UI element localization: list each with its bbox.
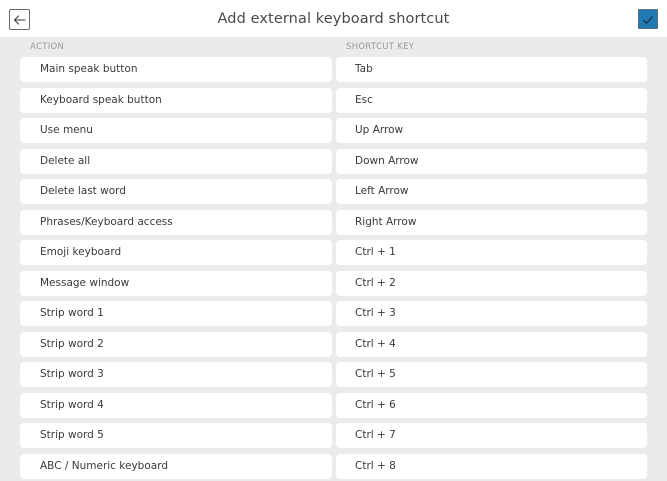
back-button[interactable]: [9, 9, 30, 30]
table-row: [0, 179, 667, 204]
shortcut-key-cell[interactable]: Ctrl + 5: [336, 362, 647, 387]
action-cell[interactable]: Delete last word: [20, 179, 332, 204]
table-row: [0, 118, 667, 143]
confirm-button[interactable]: [638, 9, 658, 29]
action-cell[interactable]: Strip word 2: [20, 332, 332, 357]
shortcut-key-cell[interactable]: Ctrl + 2: [336, 271, 647, 296]
shortcut-key-cell[interactable]: Ctrl + 4: [336, 332, 647, 357]
table-row: [0, 149, 667, 174]
column-header-shortcut-key: SHORTCUT KEY: [346, 42, 415, 52]
action-cell[interactable]: Strip word 3: [20, 362, 332, 387]
action-cell[interactable]: Delete all: [20, 149, 332, 174]
shortcut-key-cell[interactable]: Ctrl + 6: [336, 393, 647, 418]
action-cell[interactable]: Keyboard speak button: [20, 88, 332, 113]
page-title: Add external keyboard shortcut: [217, 11, 450, 27]
shortcut-key-cell[interactable]: Ctrl + 1: [336, 240, 647, 265]
action-cell[interactable]: Strip word 1: [20, 301, 332, 326]
action-cell[interactable]: Message window: [20, 271, 332, 296]
action-cell[interactable]: Strip word 5: [20, 423, 332, 448]
table-row: [0, 332, 667, 357]
arrow-left-icon: [13, 10, 26, 29]
table-row: [0, 88, 667, 113]
table-row: [0, 393, 667, 418]
shortcut-key-cell[interactable]: Right Arrow: [336, 210, 647, 235]
table-row: [0, 57, 667, 82]
table-row: [0, 423, 667, 448]
shortcut-key-cell[interactable]: Up Arrow: [336, 118, 647, 143]
shortcut-key-cell[interactable]: Ctrl + 8: [336, 454, 647, 479]
checkmark-icon: [642, 10, 654, 29]
shortcut-key-cell[interactable]: Esc: [336, 88, 647, 113]
shortcut-key-cell[interactable]: Left Arrow: [336, 179, 647, 204]
table-row: [0, 362, 667, 387]
action-cell[interactable]: Phrases/Keyboard access: [20, 210, 332, 235]
table-row: [0, 454, 667, 479]
table-row: [0, 301, 667, 326]
table-row: [0, 271, 667, 296]
table-row: [0, 240, 667, 265]
top-bar: [0, 0, 667, 37]
table-row: [0, 210, 667, 235]
shortcut-key-cell[interactable]: Down Arrow: [336, 149, 647, 174]
column-header-action: ACTION: [30, 42, 65, 52]
action-cell[interactable]: Main speak button: [20, 57, 332, 82]
shortcut-key-cell[interactable]: Ctrl + 3: [336, 301, 647, 326]
action-cell[interactable]: Use menu: [20, 118, 332, 143]
shortcut-key-cell[interactable]: Ctrl + 7: [336, 423, 647, 448]
shortcut-key-cell[interactable]: Tab: [336, 57, 647, 82]
action-cell[interactable]: Strip word 4: [20, 393, 332, 418]
action-cell[interactable]: ABC / Numeric keyboard: [20, 454, 332, 479]
action-cell[interactable]: Emoji keyboard: [20, 240, 332, 265]
